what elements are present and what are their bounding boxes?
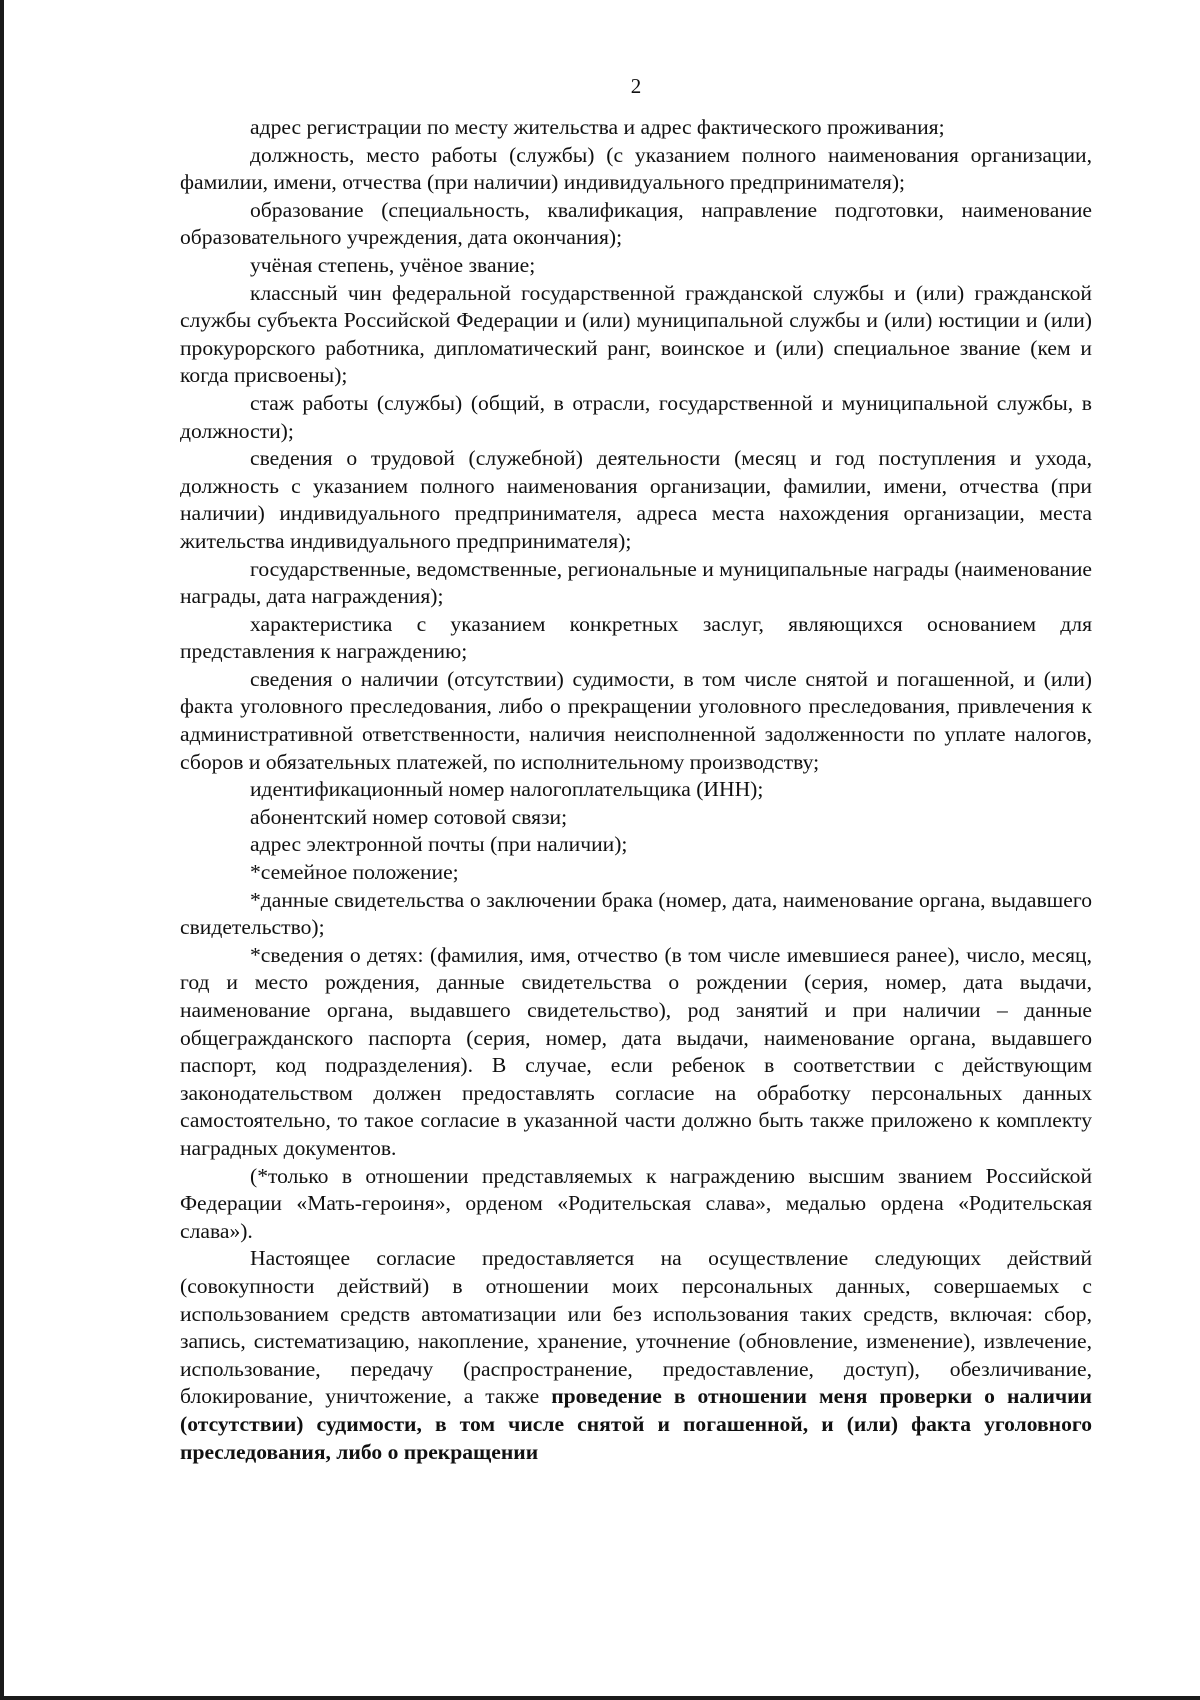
paragraph-registration-address: адрес регистрации по месту жительства и адрес фактического проживания; [250, 115, 945, 139]
paragraph-phone: абонентский номер сотовой связи; [250, 804, 568, 829]
paragraph-characteristic: характеристика с указанием конкретных заслуг, являющихся основанием для представления к награждению; [180, 611, 1092, 664]
paragraph-criminal-record: сведения о наличии (отсутствии) судимости, в том числе снятой и погашенной, и (или) факта уголовного преследования, либо о прекращении уголовного преследования, привлечения к административной ответственности, наличия неисполненной задолженности по уплате налогов, сборов и обязательных платежей, по исполнительному производству; [180, 666, 1092, 774]
scan-edge-bottom [0, 1696, 1200, 1700]
paragraph-awards: государственные, ведомственные, региональные и муниципальные награды (наименование награды, дата награждения); [180, 556, 1092, 609]
paragraph-note: (*только в отношении представляемых к награждению высшим званием Российской Федерации «Мать-героиня», орденом «Родительская слава», медалью ордена «Родительская слава»). [180, 1163, 1092, 1243]
paragraph-inn: идентификационный номер налогоплательщика (ИНН); [250, 777, 764, 802]
consent-actions-text: Настоящее согласие предоставляется на осуществление следующих действий (совокупности действий) в отношении моих персональных данных, совершаемых с использованием средств автоматизации или без использования таких средств, включая: сбор, запись, систематизацию, накопление, хранение, уточнение (обновление, изменение), извлечение, использование, передачу (распространение, предоставление, доступ), обезличивание, блокирование, уничтожение, а также [180, 1246, 1092, 1409]
paragraph-labor-activity: сведения о трудовой (служебной) деятельности (месяц и год поступления и ухода, должность с указанием полного наименования организации, фамилии, имени, отчества (при наличии) индивидуального предпринимателя, адреса места нахождения организации, места жительства индивидуального предпринимателя); [180, 446, 1092, 553]
scan-edge-left [0, 0, 4, 1700]
paragraph-academic-degree: учёная степень, учёное звание; [250, 252, 536, 277]
paragraph-position: должность, место работы (службы) (с указанием полного наименования организации, фамилии, имени, отчества (при наличии) индивидуального предпринимателя); [180, 142, 1092, 195]
paragraph-education: образование (специальность, квалификация, направление подготовки, наименование образовательного учреждения, дата окончания); [180, 197, 1092, 250]
paragraph-consent-actions [180, 1245, 1092, 1466]
paragraph-class-rank: классный чин федеральной государственной гражданской службы и (или) гражданской службы субъекта Российской Федерации и (или) муниципальной службы и (или) юстиции и (или) прокурорского работника, дипломатический ранг, воинское и (или) специальное звание (кем и когда присвоены); [180, 280, 1092, 388]
paragraph-work-experience: стаж работы (службы) (общий, в отрасли, государственной и муниципальной службы, в должности); [180, 390, 1092, 443]
document-body [180, 114, 1092, 1466]
paragraph-marital-status: *семейное положение; [250, 860, 459, 885]
paragraph-email: адрес электронной почты (при наличии); [250, 832, 628, 857]
paragraph-marriage-certificate: *данные свидетельства о заключении брака (номер, дата, наименование органа, выдавшего свидетельство); [180, 887, 1092, 940]
consent-actions-bold-text: проведение в отношении меня проверки о наличии (отсутствии) судимости, в том числе снятой и погашенной, и (или) факта уголовного преследования, либо о прекращении [180, 1384, 1092, 1464]
page-number: 2 [630, 74, 642, 98]
paragraph-children: *сведения о детях: (фамилия, имя, отчество (в том числе имевшиеся ранее), число, месяц, год и место рождения, данные свидетельства о рождении (серия, номер, дата выдачи, наименование органа, выдавшего свидетельство), род занятий и при наличии – данные общегражданского паспорта (серия, номер, дата выдачи, наименование органа, выдавшего паспорт, код подразделения). В случае, если ребенок в соответствии с действующим законодательством должен предоставлять согласие на обработку персональных данных самостоятельно, то такое согласие в указанной части должно быть также приложено к комплекту наградных документов. [180, 942, 1092, 1160]
